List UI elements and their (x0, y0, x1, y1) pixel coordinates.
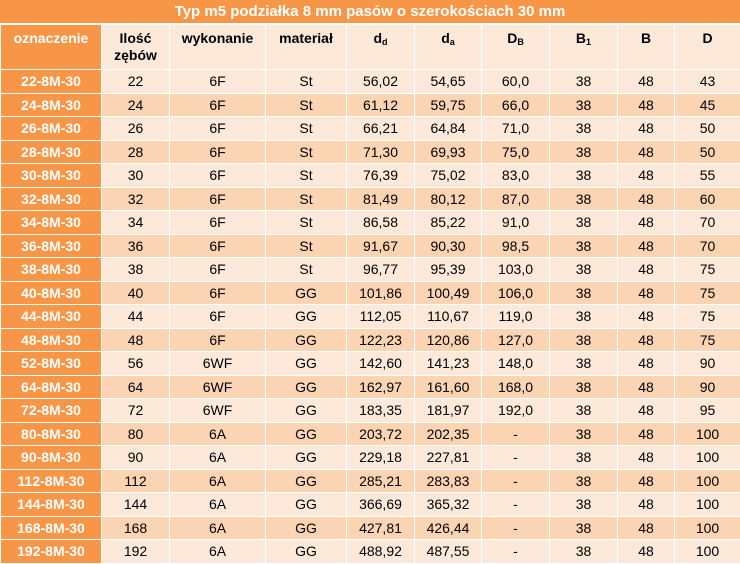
cell-B: 48 (618, 187, 675, 211)
cell-wykonanie: 6WF (170, 352, 266, 376)
cell-B1: 38 (550, 422, 618, 446)
cell-B: 48 (618, 399, 675, 423)
cell-wykonanie: 6WF (170, 399, 266, 423)
cell-DB: 119,0 (482, 305, 550, 329)
header-DB (482, 25, 550, 70)
cell-ilosc-zebow: 38 (102, 258, 170, 282)
cell-D: 100 (675, 469, 740, 493)
cell-da: 95,39 (415, 258, 482, 282)
cell-dd: 229,18 (347, 446, 415, 470)
cell-oznaczenie: 32-8M-30 (1, 187, 102, 211)
cell-B: 48 (618, 93, 675, 117)
cell-D: 90 (675, 352, 740, 376)
cell-B: 48 (618, 140, 675, 164)
table-row (1, 399, 740, 423)
cell-da: 283,83 (415, 469, 482, 493)
cell-B1: 38 (550, 117, 618, 141)
cell-B1: 38 (550, 211, 618, 235)
cell-oznaczenie: 38-8M-30 (1, 258, 102, 282)
cell-material: St (266, 258, 347, 282)
cell-material: St (266, 187, 347, 211)
cell-B: 48 (618, 234, 675, 258)
table-row (1, 211, 740, 235)
cell-D: 50 (675, 140, 740, 164)
cell-oznaczenie: 80-8M-30 (1, 422, 102, 446)
cell-D: 75 (675, 258, 740, 282)
cell-dd: 76,39 (347, 164, 415, 188)
cell-da: 64,84 (415, 117, 482, 141)
cell-material: GG (266, 305, 347, 329)
table-row (1, 493, 740, 517)
cell-wykonanie: 6F (170, 70, 266, 94)
table-row (1, 164, 740, 188)
cell-oznaczenie: 52-8M-30 (1, 352, 102, 376)
cell-dd: 285,21 (347, 469, 415, 493)
cell-wykonanie: 6A (170, 422, 266, 446)
table-row (1, 469, 740, 493)
cell-dd: 86,58 (347, 211, 415, 235)
cell-D: 100 (675, 493, 740, 517)
table-body (1, 70, 740, 564)
cell-oznaczenie: 168-8M-30 (1, 516, 102, 540)
cell-da: 54,65 (415, 70, 482, 94)
cell-B: 48 (618, 446, 675, 470)
cell-B: 48 (618, 117, 675, 141)
cell-wykonanie: 6F (170, 117, 266, 141)
cell-dd: 122,23 (347, 328, 415, 352)
cell-B1: 38 (550, 493, 618, 517)
table-row (1, 258, 740, 282)
cell-wykonanie: 6A (170, 516, 266, 540)
cell-D: 55 (675, 164, 740, 188)
cell-B1: 38 (550, 258, 618, 282)
cell-wykonanie: 6F (170, 211, 266, 235)
cell-ilosc-zebow: 168 (102, 516, 170, 540)
cell-ilosc-zebow: 56 (102, 352, 170, 376)
table-row (1, 70, 740, 94)
cell-ilosc-zebow: 192 (102, 540, 170, 564)
cell-wykonanie: 6F (170, 187, 266, 211)
cell-B1: 38 (550, 234, 618, 258)
cell-DB: 60,0 (482, 70, 550, 94)
cell-B1: 38 (550, 328, 618, 352)
cell-B1: 38 (550, 140, 618, 164)
cell-oznaczenie: 24-8M-30 (1, 93, 102, 117)
cell-B1: 38 (550, 399, 618, 423)
header-B1-main: B (576, 30, 586, 46)
cell-B: 48 (618, 493, 675, 517)
cell-ilosc-zebow: 64 (102, 375, 170, 399)
cell-ilosc-zebow: 90 (102, 446, 170, 470)
cell-B1: 38 (550, 446, 618, 470)
header-dd-sub: d (382, 37, 388, 47)
cell-ilosc-zebow: 144 (102, 493, 170, 517)
cell-wykonanie: 6F (170, 305, 266, 329)
cell-DB: 83,0 (482, 164, 550, 188)
cell-material: St (266, 140, 347, 164)
cell-da: 202,35 (415, 422, 482, 446)
cell-ilosc-zebow: 112 (102, 469, 170, 493)
cell-wykonanie: 6F (170, 258, 266, 282)
header-dd-main: d (373, 30, 382, 46)
cell-da: 141,23 (415, 352, 482, 376)
cell-material: GG (266, 446, 347, 470)
table-row (1, 375, 740, 399)
cell-B1: 38 (550, 93, 618, 117)
cell-wykonanie: 6F (170, 281, 266, 305)
cell-B: 48 (618, 164, 675, 188)
cell-material: GG (266, 399, 347, 423)
cell-wykonanie: 6F (170, 93, 266, 117)
cell-B: 48 (618, 516, 675, 540)
cell-ilosc-zebow: 28 (102, 140, 170, 164)
cell-D: 50 (675, 117, 740, 141)
cell-B1: 38 (550, 164, 618, 188)
cell-ilosc-zebow: 34 (102, 211, 170, 235)
cell-da: 181,97 (415, 399, 482, 423)
cell-D: 100 (675, 516, 740, 540)
cell-D: 43 (675, 70, 740, 94)
cell-B1: 38 (550, 352, 618, 376)
cell-DB: 103,0 (482, 258, 550, 282)
cell-dd: 183,35 (347, 399, 415, 423)
cell-DB: 168,0 (482, 375, 550, 399)
cell-oznaczenie: 192-8M-30 (1, 540, 102, 564)
cell-B1: 38 (550, 516, 618, 540)
cell-DB: 87,0 (482, 187, 550, 211)
cell-D: 100 (675, 422, 740, 446)
table-row (1, 328, 740, 352)
cell-ilosc-zebow: 36 (102, 234, 170, 258)
cell-da: 120,86 (415, 328, 482, 352)
cell-dd: 96,77 (347, 258, 415, 282)
cell-D: 75 (675, 328, 740, 352)
cell-oznaczenie: 48-8M-30 (1, 328, 102, 352)
cell-ilosc-zebow: 40 (102, 281, 170, 305)
cell-B: 48 (618, 469, 675, 493)
cell-material: GG (266, 493, 347, 517)
cell-material: St (266, 70, 347, 94)
cell-dd: 71,30 (347, 140, 415, 164)
cell-material: GG (266, 540, 347, 564)
header-dd (347, 25, 415, 70)
cell-DB: 192,0 (482, 399, 550, 423)
cell-da: 85,22 (415, 211, 482, 235)
table-row (1, 234, 740, 258)
cell-DB: - (482, 516, 550, 540)
cell-material: St (266, 211, 347, 235)
cell-material: GG (266, 281, 347, 305)
cell-wykonanie: 6A (170, 493, 266, 517)
cell-D: 70 (675, 211, 740, 235)
cell-material: St (266, 117, 347, 141)
cell-DB: 75,0 (482, 140, 550, 164)
spec-table (0, 24, 740, 564)
header-wykonanie: wykonanie (170, 25, 266, 70)
cell-dd: 56,02 (347, 70, 415, 94)
cell-oznaczenie: 26-8M-30 (1, 117, 102, 141)
cell-B: 48 (618, 328, 675, 352)
header-material: materiał (266, 25, 347, 70)
cell-ilosc-zebow: 80 (102, 422, 170, 446)
cell-oznaczenie: 64-8M-30 (1, 375, 102, 399)
table-title: Typ m5 podziałka 8 mm pasów o szerokościach 30 mm (0, 0, 740, 24)
cell-DB: - (482, 446, 550, 470)
cell-ilosc-zebow: 30 (102, 164, 170, 188)
cell-B: 48 (618, 422, 675, 446)
header-B1-sub: 1 (586, 37, 591, 47)
cell-D: 75 (675, 281, 740, 305)
header-da-main: d (441, 30, 450, 46)
cell-D: 100 (675, 540, 740, 564)
header-ilosc-line1: Ilość (102, 30, 169, 47)
cell-da: 90,30 (415, 234, 482, 258)
cell-material: GG (266, 352, 347, 376)
header-da-sub: a (450, 37, 455, 47)
cell-wykonanie: 6F (170, 328, 266, 352)
cell-B: 48 (618, 281, 675, 305)
cell-dd: 91,67 (347, 234, 415, 258)
cell-B1: 38 (550, 375, 618, 399)
table-row (1, 540, 740, 564)
cell-wykonanie: 6A (170, 540, 266, 564)
cell-material: St (266, 234, 347, 258)
cell-DB: 127,0 (482, 328, 550, 352)
cell-oznaczenie: 44-8M-30 (1, 305, 102, 329)
table-row (1, 446, 740, 470)
cell-B1: 38 (550, 469, 618, 493)
cell-da: 227,81 (415, 446, 482, 470)
cell-DB: 91,0 (482, 211, 550, 235)
cell-dd: 66,21 (347, 117, 415, 141)
cell-wykonanie: 6A (170, 446, 266, 470)
header-da (415, 25, 482, 70)
header-B: B (618, 25, 675, 70)
cell-oznaczenie: 90-8M-30 (1, 446, 102, 470)
cell-oznaczenie: 30-8M-30 (1, 164, 102, 188)
cell-DB: - (482, 493, 550, 517)
cell-wykonanie: 6F (170, 234, 266, 258)
cell-D: 90 (675, 375, 740, 399)
cell-da: 365,32 (415, 493, 482, 517)
cell-B1: 38 (550, 281, 618, 305)
cell-DB: - (482, 422, 550, 446)
header-ilosc-line2: zębów (102, 47, 169, 64)
cell-oznaczenie: 28-8M-30 (1, 140, 102, 164)
cell-DB: 66,0 (482, 93, 550, 117)
table-row (1, 305, 740, 329)
cell-dd: 101,86 (347, 281, 415, 305)
cell-B1: 38 (550, 187, 618, 211)
cell-material: GG (266, 516, 347, 540)
table-row (1, 140, 740, 164)
cell-dd: 488,92 (347, 540, 415, 564)
cell-wykonanie: 6F (170, 164, 266, 188)
cell-material: GG (266, 422, 347, 446)
cell-B: 48 (618, 211, 675, 235)
cell-oznaczenie: 34-8M-30 (1, 211, 102, 235)
cell-B: 48 (618, 70, 675, 94)
cell-D: 75 (675, 305, 740, 329)
cell-ilosc-zebow: 26 (102, 117, 170, 141)
cell-DB: 71,0 (482, 117, 550, 141)
header-row (1, 25, 740, 70)
table-row (1, 281, 740, 305)
cell-da: 100,49 (415, 281, 482, 305)
cell-D: 95 (675, 399, 740, 423)
cell-DB: 106,0 (482, 281, 550, 305)
cell-da: 426,44 (415, 516, 482, 540)
table-row (1, 93, 740, 117)
header-ilosc-zebow (102, 25, 170, 70)
cell-oznaczenie: 36-8M-30 (1, 234, 102, 258)
cell-da: 161,60 (415, 375, 482, 399)
header-DB-main: D (507, 30, 517, 46)
cell-B: 48 (618, 375, 675, 399)
cell-D: 60 (675, 187, 740, 211)
cell-B1: 38 (550, 305, 618, 329)
header-B1 (550, 25, 618, 70)
cell-material: St (266, 164, 347, 188)
table-row (1, 117, 740, 141)
cell-ilosc-zebow: 32 (102, 187, 170, 211)
cell-material: GG (266, 469, 347, 493)
cell-DB: 148,0 (482, 352, 550, 376)
cell-D: 70 (675, 234, 740, 258)
cell-dd: 81,49 (347, 187, 415, 211)
cell-ilosc-zebow: 48 (102, 328, 170, 352)
cell-ilosc-zebow: 24 (102, 93, 170, 117)
cell-dd: 112,05 (347, 305, 415, 329)
table-row (1, 516, 740, 540)
cell-material: St (266, 93, 347, 117)
cell-oznaczenie: 144-8M-30 (1, 493, 102, 517)
cell-da: 69,93 (415, 140, 482, 164)
cell-dd: 366,69 (347, 493, 415, 517)
cell-material: GG (266, 375, 347, 399)
header-D: D (675, 25, 740, 70)
cell-oznaczenie: 112-8M-30 (1, 469, 102, 493)
cell-oznaczenie: 22-8M-30 (1, 70, 102, 94)
cell-ilosc-zebow: 22 (102, 70, 170, 94)
cell-B1: 38 (550, 70, 618, 94)
cell-dd: 61,12 (347, 93, 415, 117)
cell-oznaczenie: 40-8M-30 (1, 281, 102, 305)
header-DB-sub: B (517, 37, 524, 47)
cell-da: 75,02 (415, 164, 482, 188)
cell-dd: 142,60 (347, 352, 415, 376)
cell-B: 48 (618, 540, 675, 564)
cell-da: 80,12 (415, 187, 482, 211)
cell-B: 48 (618, 258, 675, 282)
cell-D: 100 (675, 446, 740, 470)
cell-B: 48 (618, 352, 675, 376)
header-oznaczenie: oznaczenie (1, 25, 102, 70)
cell-wykonanie: 6A (170, 469, 266, 493)
cell-material: GG (266, 328, 347, 352)
cell-DB: - (482, 469, 550, 493)
cell-DB: 98,5 (482, 234, 550, 258)
cell-da: 487,55 (415, 540, 482, 564)
cell-da: 59,75 (415, 93, 482, 117)
cell-dd: 203,72 (347, 422, 415, 446)
cell-B: 48 (618, 305, 675, 329)
table-row (1, 352, 740, 376)
cell-dd: 162,97 (347, 375, 415, 399)
cell-wykonanie: 6WF (170, 375, 266, 399)
cell-B1: 38 (550, 540, 618, 564)
cell-DB: - (482, 540, 550, 564)
cell-ilosc-zebow: 44 (102, 305, 170, 329)
table-row (1, 187, 740, 211)
cell-D: 45 (675, 93, 740, 117)
cell-oznaczenie: 72-8M-30 (1, 399, 102, 423)
cell-wykonanie: 6F (170, 140, 266, 164)
cell-da: 110,67 (415, 305, 482, 329)
cell-ilosc-zebow: 72 (102, 399, 170, 423)
cell-dd: 427,81 (347, 516, 415, 540)
table-row (1, 422, 740, 446)
